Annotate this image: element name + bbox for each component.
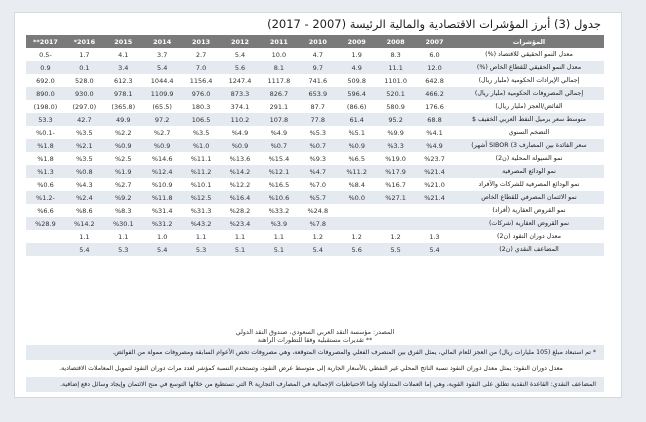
table-row [26,61,604,74]
table-cell: %1.8 [37,154,54,163]
table-cell: %8.4 [348,180,365,189]
row-label: نمو القروض العقارية (شركات) [454,217,604,230]
table-cell [415,204,454,217]
table-cell: 528.0 [75,76,94,85]
table-cell: %6.5 [348,154,365,163]
table-cell: %9.2 [104,191,143,204]
year-header: **2017 [26,35,65,48]
table-cell: %3.5 [76,154,93,163]
table-cell: 5.1 [221,243,260,256]
table-cell: %2.5 [115,154,132,163]
table-cell: 873.3 [221,87,260,100]
table-cell: %4.7 [298,165,337,178]
row-label: إجمالي الإيرادات الحكومية (مليار ريال) [478,77,580,84]
table-cell: %17.9 [376,165,415,178]
table-cell: 5.5 [376,243,415,256]
table-cell: 509.8 [347,76,366,85]
table-cell: 1044.4 [150,76,174,85]
table-cell: 42.7 [65,113,104,126]
table-cell: %16.4 [221,191,260,204]
table-cell: %27.1 [376,191,415,204]
table-cell: %11.2 [182,165,221,178]
table-cell: %9.3 [309,154,327,163]
table-cell: 1.1 [195,232,207,241]
table-cell: 1156.4 [189,76,213,85]
table-cell: 4.7 [312,50,323,59]
table-cell: %0.7 [259,139,298,152]
table-cell: 1.1 [79,232,90,241]
table-cell: 1109.9 [143,87,182,100]
table-cell: %28.2 [229,206,251,215]
row-label: متوسط سعر برميل النفط العربي الخفيف $ [454,113,604,126]
table-cell [337,204,376,217]
table-cell: 3.4 [104,61,143,74]
table-cell: 4.1 [118,50,129,59]
table-cell: 180.3 [191,102,211,111]
table-cell: %4.3 [76,180,93,189]
table-title: جدول (3) أبرز المؤشرات الاقتصادية والمالية الرئيسة (2007 - 2017) [267,17,601,31]
table-cell: %11.8 [143,191,182,204]
table-cell: 580.9 [386,102,405,111]
table-cell: 5.4 [143,243,182,256]
table-cell: 11.1 [376,61,415,74]
table-card [14,12,622,398]
table-cell: %23.7 [424,154,445,163]
table-row [26,152,604,165]
year-header: 2015 [104,35,143,48]
year-header: 2008 [376,35,415,48]
table-row [26,139,604,152]
table-cell: 5.4 [415,243,454,256]
table-row [26,113,604,126]
table-cell: 49.9 [104,113,143,126]
table-cell: 5.1 [259,243,298,256]
table-cell: 8.1 [259,61,298,74]
year-header: 2011 [259,35,298,48]
table-cell: 10.0 [271,50,287,59]
year-header: 2013 [182,35,221,48]
table-cell: 5.6 [221,61,260,74]
indicators-header: المؤشرات [454,35,604,48]
table-cell: 1117.8 [267,76,291,85]
table-cell: 106.5 [182,113,221,126]
table-cell: (297.0) [72,102,97,111]
table-cell: 6.0 [429,50,440,59]
table-cell: %16.5 [268,180,290,189]
table-cell: %31.4 [151,206,173,215]
table-cell: %12.4 [143,165,182,178]
table-cell: %28.9 [26,217,65,230]
table-row [26,100,604,113]
row-label: نمو السيولة المحلية (ن2) [495,155,563,162]
table-cell: 890.0 [26,87,65,100]
table-cell: 87.7 [310,102,326,111]
table-cell: 3.7 [157,50,168,59]
table-cell: 0.9 [26,61,65,74]
table-row [26,243,604,256]
table-cell: 1.1 [273,232,285,241]
table-cell: 68.8 [415,113,454,126]
table-cell: %2.7 [153,128,171,137]
table-cell: 5.3 [104,243,143,256]
table-cell: %5.3 [309,128,327,137]
table-cell: 107.8 [259,113,298,126]
table-cell: %0.9 [104,139,143,152]
row-label: نمو الودائع المصرفية [454,165,604,178]
row-label: التضخم السنوي [508,129,550,136]
source-note [195,329,435,345]
table-cell: %33.2 [268,206,290,215]
table-cell: %4.1 [426,128,443,137]
table-cell: %0.6 [37,180,54,189]
table-cell: 1101.0 [384,76,407,85]
table-cell: 520.1 [376,87,415,100]
table-cell: %19.0 [385,154,406,163]
table-cell: %7.8 [298,217,337,230]
table-cell: 374.1 [230,102,250,111]
row-label: سعر الفائدة بين المصارف 3) SIBOR أشهر) [454,139,604,152]
table-cell: %14.2 [65,217,104,230]
table-cell: 978.1 [104,87,143,100]
table-cell: %10.1 [190,180,212,189]
table-cell: %8.3 [115,206,132,215]
row-label: نمو الودائع المصرفية للشركات والأفراد [478,181,580,188]
table-cell: %5.7 [298,191,337,204]
table-cell: 653.9 [298,87,337,100]
table-cell: 5.6 [337,243,376,256]
table-cell: %23.4 [221,217,260,230]
table-cell: %12.2 [229,180,251,189]
table-row [26,178,604,191]
table-cell: %0.9 [143,139,182,152]
row-label: إجمالي المصروفات الحكومية (مليار ريال) [454,87,604,100]
table-cell: %21.0 [424,180,445,189]
footnote-deficit: * تم استبعاد مبلغ (105 مليارات ريال) من العجز للعام المالي، يمثل الفرق بين المنصرف الفعلي والمصروفات المتوقعة، وهي مصروفات تخص الأعوام السابقة ومصروفات ممولة من الفوائض. [26,345,604,360]
table-row [26,217,604,230]
table-cell [26,243,65,256]
row-label: الفائض/العجز (مليار ريال) [495,103,563,110]
table-cell: (365.8) [111,102,136,111]
table-cell: 0.1 [65,61,104,74]
year-header: 2009 [337,35,376,48]
table-cell: 1.2 [351,232,362,241]
table-cell: 1.7 [79,50,90,59]
year-header: *2016 [65,35,104,48]
table-cell: %8.6 [76,206,93,215]
table-cell: 741.6 [308,76,328,85]
table-cell: %3.5 [76,128,93,137]
table-cell: 95.2 [376,113,415,126]
table-cell: 12.0 [415,61,454,74]
table-cell: %13.6 [229,154,251,163]
table-cell: %21.4 [415,165,454,178]
row-label: معدل النمو الحقيقي للقطاع الخاص (%) [454,61,604,74]
table-cell: %0.8 [65,165,104,178]
table-cell: %16.7 [385,180,406,189]
table-cell: %0.0 [337,191,376,204]
row-label: نمو القروض العقارية (أفراد) [492,207,566,214]
table-cell: 692.0 [36,76,55,85]
row-label: نمو الائتمان المصرفي للقطاع الخاص [454,191,604,204]
table-cell: 77.8 [298,113,337,126]
table-cell: %0.1- [36,128,55,137]
table-cell: %1.3 [26,165,65,178]
table-cell: 97.2 [143,113,182,126]
table-cell: 1.9 [351,50,362,59]
table-cell: %2.2 [115,128,132,137]
table-cell [26,230,65,243]
table-cell: %4.9 [415,139,454,152]
table-cell: %6.6 [37,206,54,215]
table-cell: 1.0 [157,232,168,241]
table-cell: %1.2- [26,191,65,204]
table-cell: %10.9 [151,180,173,189]
year-header: 2012 [221,35,260,48]
table-cell: 4.9 [337,61,376,74]
table-body [26,48,604,256]
table-cell: 466.2 [415,87,454,100]
table-cell: %10.6 [259,191,298,204]
table-cell: %4.9 [231,128,249,137]
table-cell: 5.3 [182,243,221,256]
table-cell: %0.7 [298,139,337,152]
table-cell: 976.0 [182,87,221,100]
year-header: 2010 [298,35,337,48]
table-cell: %30.1 [104,217,143,230]
table-cell: 7.0 [182,61,221,74]
table-cell: 1.1 [118,232,129,241]
table-cell: %4.9 [270,128,288,137]
table-cell: %3.5 [192,128,210,137]
indicators-table [26,35,604,256]
table-row [26,126,604,139]
estimates-line: ** تقديرات مستقبلية وفقا للتطورات الراهنة [257,337,373,344]
table-cell: 110.2 [221,113,260,126]
table-header-row [26,35,604,48]
table-cell [376,204,415,217]
table-row [26,165,604,178]
table-cell: %2.4 [65,191,104,204]
table-cell: %11.1 [190,154,212,163]
table-cell: 1.2 [390,232,401,241]
table-cell: %9.9 [387,128,404,137]
table-cell: %5.1 [348,128,365,137]
table-cell: 596.4 [337,87,376,100]
table-cell [337,217,376,230]
source-line: المصدر: مؤسسة النقد العربي السعودي، صندوق النقد الدولي [235,329,395,336]
table-cell: (86.6) [346,102,367,111]
table-cell: (65.5) [152,102,172,111]
table-cell: 642.8 [425,76,444,85]
table-row [26,204,604,217]
row-label: المضاعف النقدي (ن2) [454,243,604,256]
table-cell: %0.9 [221,139,260,152]
table-cell: 9.7 [298,61,337,74]
table-cell: %1.8 [26,139,65,152]
table-cell: 5.4 [298,243,337,256]
table-cell: %31.2 [143,217,182,230]
table-cell: 61.4 [337,113,376,126]
table-cell: 5.4 [65,243,104,256]
row-label: معدل النمو الحقيقي للاقتصاد (%) [485,51,573,58]
table-cell: %1.0 [182,139,221,152]
table-cell: 53.3 [26,113,65,126]
table-cell: 5.4 [143,61,182,74]
table-cell: 2.7 [195,50,207,59]
year-header: 2007 [415,35,454,48]
row-label: معدل دوران النقود (ن2) [497,233,561,240]
table-cell: %21.4 [415,191,454,204]
table-cell: (198.0) [33,102,58,111]
table-cell: %14.6 [151,154,173,163]
table-cell: 1.2 [312,232,323,241]
table-row [26,87,604,100]
table-cell: 1247.4 [228,76,252,85]
table-cell: 291.1 [269,102,289,111]
table-cell: %14.2 [221,165,260,178]
table-row [26,48,604,61]
table-cell: 176.6 [425,102,444,111]
table-cell: 930.0 [65,87,104,100]
table-cell: %1.9 [104,165,143,178]
footnote-velocity: معدل دوران النقود: يمثل معدل دوران النقود نسبة الناتج المحلي غير النفطي بالأسعار الجارية إلى متوسط عرض النقود، وتستخدم النسبة كمؤشر لعدد مرات دوران النقود لتمويل المعاملات الاقتصادية. [59,365,563,372]
table-cell: 826.7 [259,87,298,100]
table-cell: %2.1 [65,139,104,152]
table-cell: %12.1 [259,165,298,178]
table-cell: 612.3 [113,76,133,85]
table-cell: %12.5 [182,191,221,204]
table-row [26,74,604,87]
table-cell: %15.4 [268,154,290,163]
table-cell [415,217,454,230]
table-cell: 1.3 [429,232,440,241]
table-cell: %43.2 [182,217,221,230]
table-cell: %7.0 [309,180,327,189]
table-cell: %3.3 [376,139,415,152]
table-cell: %3.9 [259,217,298,230]
table-cell [376,217,415,230]
table-cell: 1.1 [234,232,246,241]
year-header: 2014 [143,35,182,48]
table-cell: 5.4 [234,50,246,59]
table-row [26,191,604,204]
table-cell: %2.7 [115,180,132,189]
footnote-multiplier: المضاعف النقدي: القاعدة النقدية تطلق على النقود القوية، وهي إما العملات المتداولة وإما الاحتياطيات الإجمالية في المصارف التجارية R التي تستطيع من خلالها التوسع في منح الائتمان وإيجاد وسائل دفع إضافية. [26,377,604,392]
table-cell: 0.5- [39,50,52,59]
table-cell: %11.2 [337,165,376,178]
table-cell: %24.8 [307,206,329,215]
table-row [26,230,604,243]
table-cell: 8.3 [390,50,401,59]
table-cell: %31.3 [190,206,212,215]
table-cell: %0.9 [337,139,376,152]
